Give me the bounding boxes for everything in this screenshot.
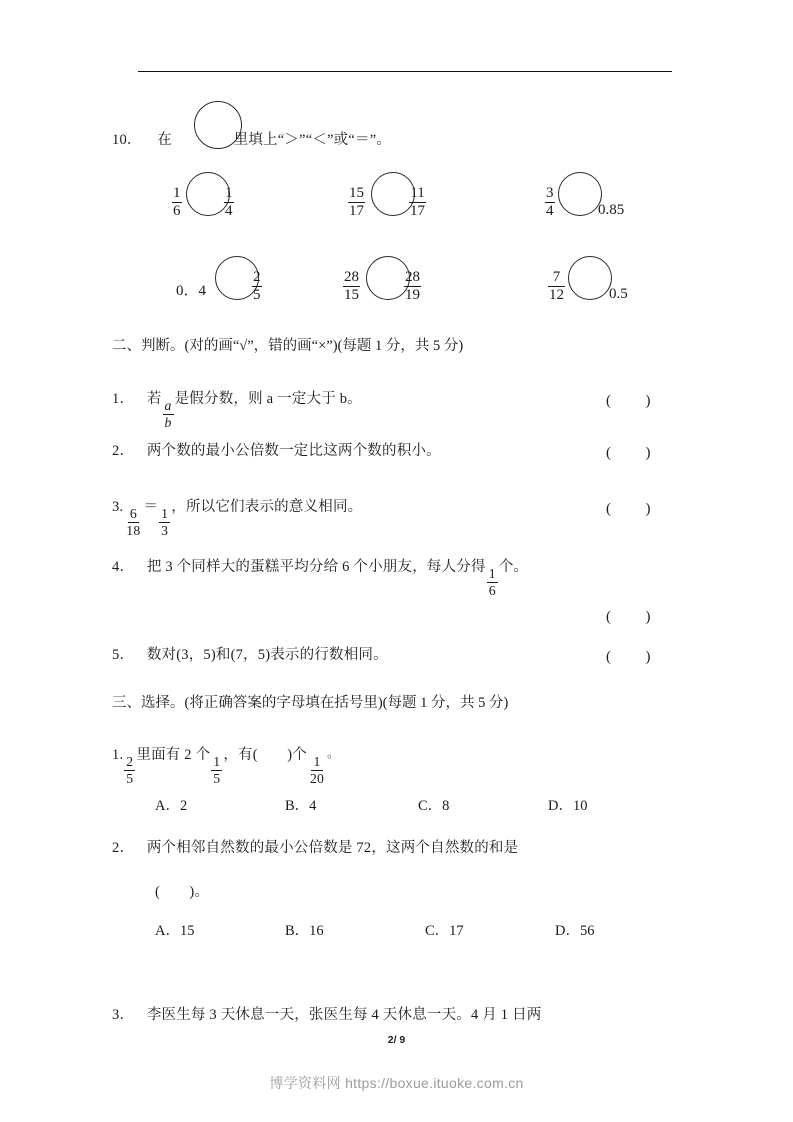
question-10-prompt-before: 在	[157, 132, 172, 148]
answer-slot-2-2[interactable]: ( )	[606, 445, 652, 461]
fraction-1-over-6: $\frac{1}{6}$	[488, 566, 496, 598]
answer-circle-prompt[interactable]	[194, 101, 242, 149]
fraction-6-over-18: $\frac{6}{18}$	[126, 506, 141, 538]
item-number: 3.	[112, 499, 124, 515]
q10-item-3-right: 0.85	[598, 202, 625, 218]
q10-item-6-left: 7 12	[549, 269, 564, 303]
section-three-item-1: 1. $\frac{2}{5}$ 里面有 2 个 $\frac{1}{5}$ ，有( )个 $\frac{1}{20}$ 。	[112, 746, 340, 786]
option-3-1-c[interactable]: C．8	[418, 798, 450, 814]
answer-slot-2-1[interactable]: ( )	[606, 393, 652, 409]
item-number: 4．	[112, 559, 135, 575]
fraction-a-over-b: $\frac{a}{b}$	[164, 398, 172, 430]
item-number: 1.	[112, 747, 124, 763]
q10-item-5-left: 28 15	[344, 269, 359, 303]
answer-slot-3-1[interactable]: ，有( )个	[223, 747, 307, 763]
question-10-prompt-after: 里填上“＞”“＜”或“＝”。	[233, 132, 392, 148]
q10-item-4-right: 2 5	[253, 269, 261, 303]
section-three-heading: 三、选择。(将正确答案的字母填在括号里)(每题 1 分，共 5 分)	[112, 695, 509, 711]
option-3-1-b[interactable]: B．4	[285, 798, 317, 814]
q10-item-5-right: 28 19	[405, 269, 420, 303]
section-three-item-2-line-1: 2． 两个相邻自然数的最小公倍数是 72，这两个自然数的和是	[112, 840, 519, 856]
option-3-2-b[interactable]: B．16	[285, 923, 324, 939]
watermark: 博学资料网 https://boxue.ituoke.com.cn	[269, 1075, 524, 1091]
answer-slot-3-2[interactable]: ( )。	[155, 884, 210, 900]
page-number: 2/ 9	[387, 1034, 406, 1046]
item-number: 2．	[112, 840, 135, 856]
option-3-2-a[interactable]: A．15	[155, 923, 195, 939]
fraction-1-over-3: $\frac{1}{3}$	[161, 506, 169, 538]
section-two-item-4: 4． 把 3 个同样大的蛋糕平均分给 6 个小朋友，每人分得 $\frac{1}{6}$ 个。	[112, 559, 529, 598]
q10-item-1-right: 1 4	[225, 185, 233, 219]
fraction-2-over-5: $\frac{2}{5}$	[126, 754, 134, 786]
fraction-1-over-20: $\frac{1}{20}$	[309, 754, 325, 786]
q10-answer-circle-6[interactable]	[568, 256, 612, 300]
q10-item-2-right: 11 17	[410, 185, 425, 219]
answer-slot-2-4[interactable]: ( )	[606, 609, 652, 625]
section-two-item-3: 3. $\frac{6}{18}$ ＝ $\frac{1}{3}$ ，所以它们表示的意义相同。	[112, 499, 363, 538]
option-3-2-d[interactable]: D．56	[555, 923, 595, 939]
item-number: 3．	[112, 1007, 135, 1023]
fraction-1-over-5: $\frac{1}{5}$	[213, 754, 221, 786]
section-three-item-3: 3． 李医生每 3 天休息一天，张医生每 4 天休息一天。4 月 1 日两	[112, 1007, 542, 1023]
option-3-1-d[interactable]: D．10	[548, 798, 588, 814]
section-two-item-5: 5． 数对(3，5)和(7，5)表示的行数相同。	[112, 647, 388, 663]
q10-item-2-left: 15 17	[349, 185, 364, 219]
option-3-1-a[interactable]: A．2	[155, 798, 188, 814]
answer-slot-2-3[interactable]: ( )	[606, 501, 652, 517]
question-10-number: 10．	[112, 132, 142, 148]
section-two-item-2: 2． 两个数的最小公倍数一定比这两个数的积小。	[112, 443, 441, 459]
question-10-prompt	[112, 130, 391, 152]
q10-answer-circle-3[interactable]	[558, 172, 602, 216]
q10-item-6-right: 0.5	[609, 286, 628, 302]
item-number: 5．	[112, 647, 135, 663]
answer-slot-2-5[interactable]: ( )	[606, 649, 652, 665]
section-two-heading: 二、判断。(对的画“√”，错的画“×”)(每题 1 分，共 5 分)	[112, 338, 464, 354]
item-number: 1．	[112, 391, 135, 407]
q10-item-1-left: 1 6	[173, 185, 181, 219]
section-two-item-1: 1． 若 $\frac{a}{b}$ 是假分数，则 a 一定大于 b。	[112, 391, 362, 430]
item-number: 2．	[112, 443, 135, 459]
option-3-2-c[interactable]: C．17	[425, 923, 464, 939]
q10-item-3-left: 3 4	[546, 185, 554, 219]
header-rule	[138, 71, 672, 72]
q10-item-4-left: 0．4	[176, 283, 207, 299]
